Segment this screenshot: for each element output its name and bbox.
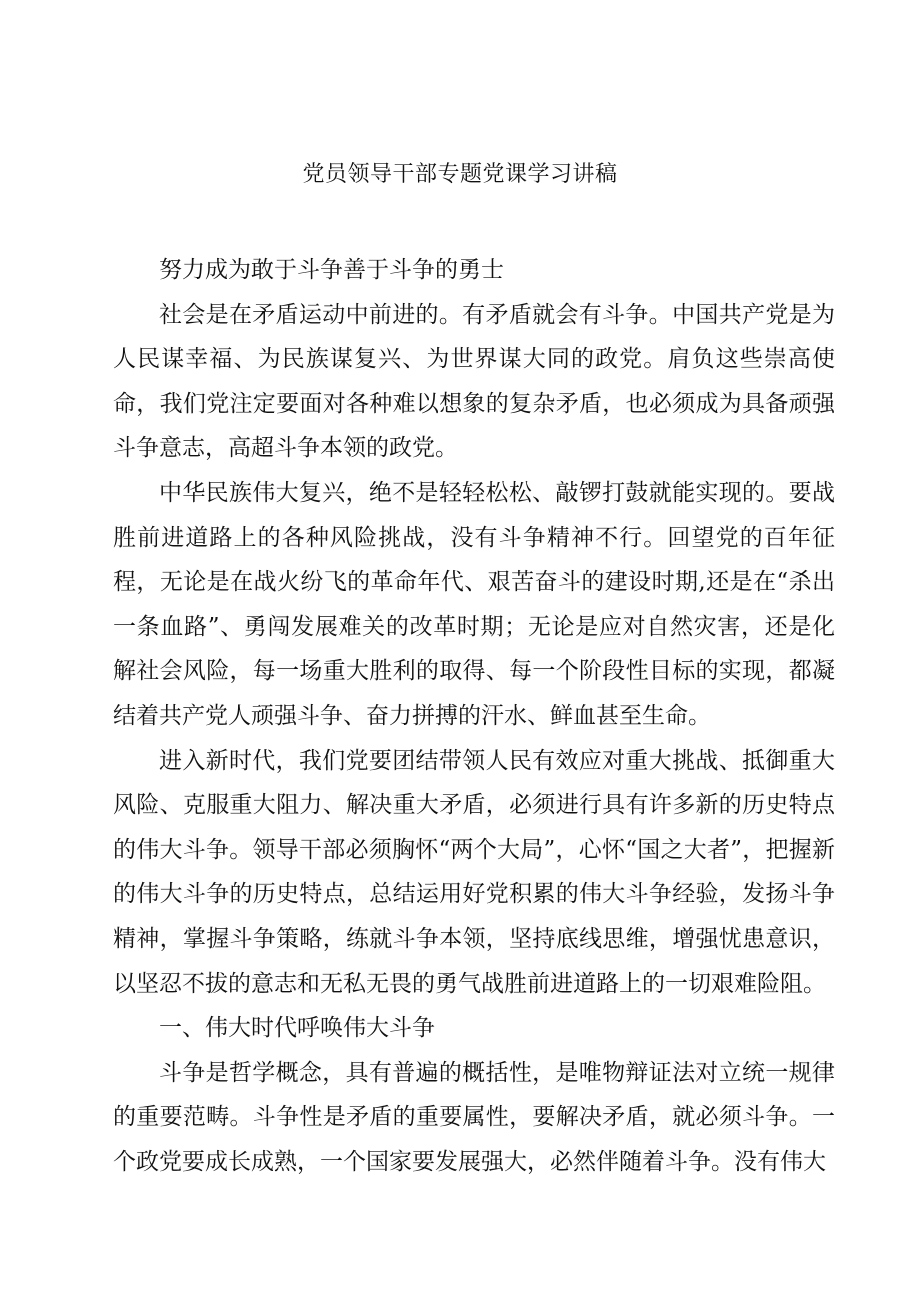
paragraph: 中华民族伟大复兴，绝不是轻轻松松、敲锣打鼓就能实现的。要战胜前进道路上的各种风险挑战，没有斗争精神不行。回望党的百年征程，无论是在战火纷飞的革命年代、艰苦奋斗的建设时期,还是在“杀出一条血路”、勇闯发展难关的改革时期；无论是应对自然灾害，还是化解社会风险，每一场重大胜利的取得、每一个阶段性目标的实现，都凝结着共产党人顽强斗争、奋力拼搏的汗水、鲜血甚至生命。 [113, 479, 835, 729]
document-title: 党员领导干部专题党课学习讲稿 [302, 162, 618, 187]
section-heading: 努力成为敢于斗争善于斗争的勇士 [159, 257, 504, 283]
document-body [113, 248, 835, 1184]
paragraph: 进入新时代，我们党要团结带领人民有效应对重大挑战、抵御重大风险、克服重大阻力、解决重大矛盾，必须进行具有许多新的历史特点的伟大斗争。领导干部必须胸怀“两个大局”，心怀“国之大者”，把握新的伟大斗争的历史特点，总结运用好党积累的伟大斗争经验，发扬斗争精神，掌握斗争策略，练就斗争本领，坚持底线思维，增强忧患意识，以坚忍不拔的意志和无私无畏的勇气战胜前进道路上的一切艰难险阻。 [113, 747, 835, 997]
section-heading: 一、伟大时代呼唤伟大斗争 [159, 1015, 435, 1042]
paragraph: 社会是在矛盾运动中前进的。有矛盾就会有斗争。中国共产党是为人民谋幸福、为民族谋复兴、为世界谋大同的政党。肩负这些崇高使命，我们党注定要面对各种难以想象的复杂矛盾，也必须成为具备顽强斗争意志，高超斗争本领的政党。 [113, 301, 835, 462]
paragraph: 斗争是哲学概念，具有普遍的概括性，是唯物辩证法对立统一规律的重要范畴。斗争性是矛盾的重要属性，要解决矛盾，就必须斗争。一个政党要成长成熟，一个国家要发展强大，必然伴随着斗争。没有伟大 [113, 1059, 835, 1175]
